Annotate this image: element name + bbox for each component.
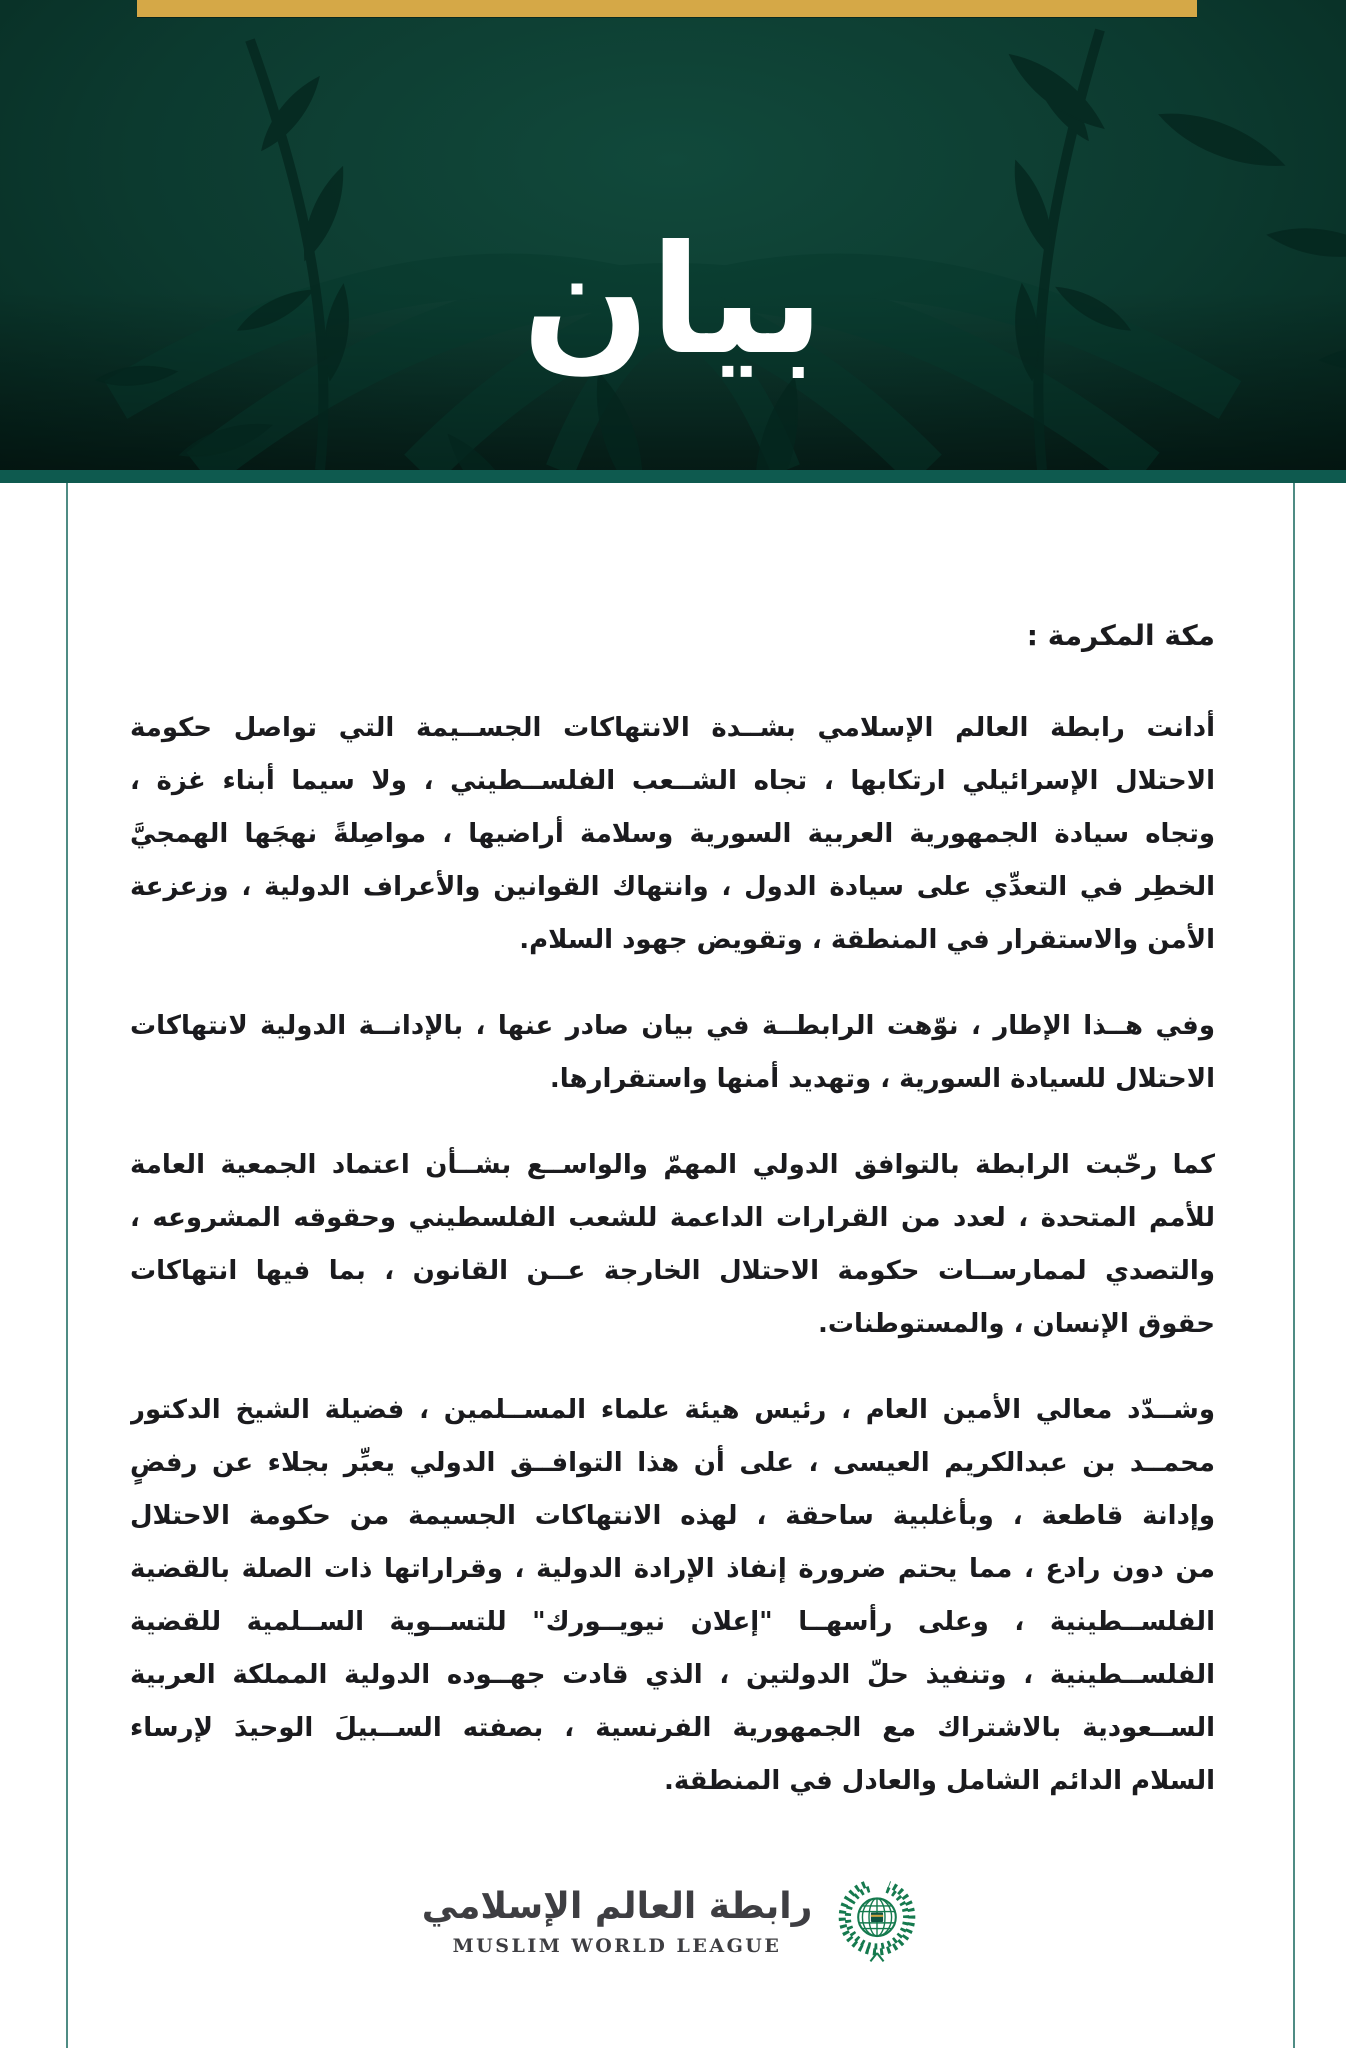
text-line: كما رحّبت الرابطة بالتوافق الدولي المهمّ والواســع بشــأن اعتماد الجمعية العامة bbox=[130, 1150, 1215, 1180]
text-line: الاحتلال الإسرائيلي ارتكابها ، تجاه الشــعب الفلســطيني ، ولا سيما أبناء غزة ، bbox=[130, 766, 1215, 796]
text-line: من دون رادع ، مما يحتم ضرورة إنفاذ الإرادة الدولية ، وقراراتها ذات الصلة بالقضية bbox=[130, 1554, 1215, 1584]
text-line: الخطِر في التعدِّي على سيادة الدول ، وانتهاك القوانين والأعراف الدولية ، وزعزعة bbox=[130, 872, 1215, 902]
text-line: الســعودية بالاشتراك مع الجمهورية الفرنسية ، بصفته الســبيلَ الوحيدَ لإرساء bbox=[130, 1713, 1215, 1743]
statement-body bbox=[130, 612, 1215, 1841]
location-heading: مكة المكرمة : bbox=[1026, 619, 1215, 652]
document-paragraphs bbox=[130, 702, 1215, 1808]
kaaba-icon bbox=[871, 1913, 883, 1922]
mwl-logo-text-block bbox=[422, 1885, 813, 1956]
mwl-logo-arabic-calligraphy: رابطة العالم الإسلامي bbox=[421, 1886, 813, 1928]
teal-accent-strip bbox=[0, 470, 1346, 483]
text-line: وفي هــذا الإطار ، نوّهت الرابطــة في بيان صادر عنها ، بالإدانــة الدولية لانتهاكات bbox=[130, 1011, 1215, 1041]
gold-top-bar bbox=[137, 0, 1197, 17]
text-line: الأمن والاستقرار في المنطقة ، وتقويض جهود السلام. bbox=[519, 925, 1215, 955]
mwl-wreath-globe-emblem-icon bbox=[830, 1870, 924, 1972]
text-line: والتصدي لممارســات حكومة الاحتلال الخارجة عــن القانون ، بما فيها انتهاكات bbox=[130, 1256, 1215, 1286]
text-line: الفلســطينية ، وعلى رأسهــا "إعلان نيويــورك" للتســوية الســلمية للقضية bbox=[130, 1607, 1215, 1637]
text-line: وتجاه سيادة الجمهورية العربية السورية وسلامة أراضيها ، مواصِلةً نهجَها الهمجيَّ bbox=[130, 819, 1215, 849]
text-line: وشــدّد معالي الأمين العام ، رئيس هيئة علماء المســلمين ، فضيلة الشيخ الدكتور bbox=[130, 1395, 1215, 1425]
text-line: الفلســطينية ، وتنفيذ حلّ الدولتين ، الذي قادت جهــوده الدولية المملكة العربية bbox=[130, 1660, 1215, 1690]
text-line: محمــد بن عبدالكريم العيسى ، على أن هذا التوافــق الدولي يعبِّر بجلاء عن رفضٍ bbox=[130, 1448, 1215, 1478]
paragraph bbox=[130, 1384, 1215, 1808]
header-banner bbox=[0, 0, 1346, 470]
paragraph bbox=[130, 702, 1215, 967]
mwl-logo-english-name: MUSLIM WORLD LEAGUE bbox=[452, 1934, 782, 1957]
text-line: السلام الدائم الشامل والعادل في المنطقة. bbox=[663, 1766, 1215, 1796]
paragraph bbox=[130, 1000, 1215, 1106]
mwl-logo bbox=[0, 1866, 1346, 1976]
text-line: وإدانة قاطعة ، وبأغلبية ساحقة ، لهذه الانتهاكات الجسيمة من حكومة الاحتلال bbox=[130, 1501, 1215, 1531]
page-border-right bbox=[1293, 483, 1295, 2048]
statement-title-calligraphy: بيان bbox=[522, 214, 824, 388]
text-line: الاحتلال للسيادة السورية ، وتهديد أمنها واستقرارها. bbox=[549, 1064, 1215, 1094]
paragraph bbox=[130, 1139, 1215, 1351]
text-line: حقوق الإنسان ، والمستوطنات. bbox=[818, 1309, 1215, 1339]
page-border-left bbox=[66, 483, 68, 2048]
text-line: للأمم المتحدة ، لعدد من القرارات الداعمة للشعب الفلسطيني وحقوقه المشروعه ، bbox=[130, 1203, 1215, 1233]
text-line: أدانت رابطة العالم الإسلامي بشــدة الانتهاكات الجســيمة التي تواصل حكومة bbox=[130, 713, 1215, 743]
